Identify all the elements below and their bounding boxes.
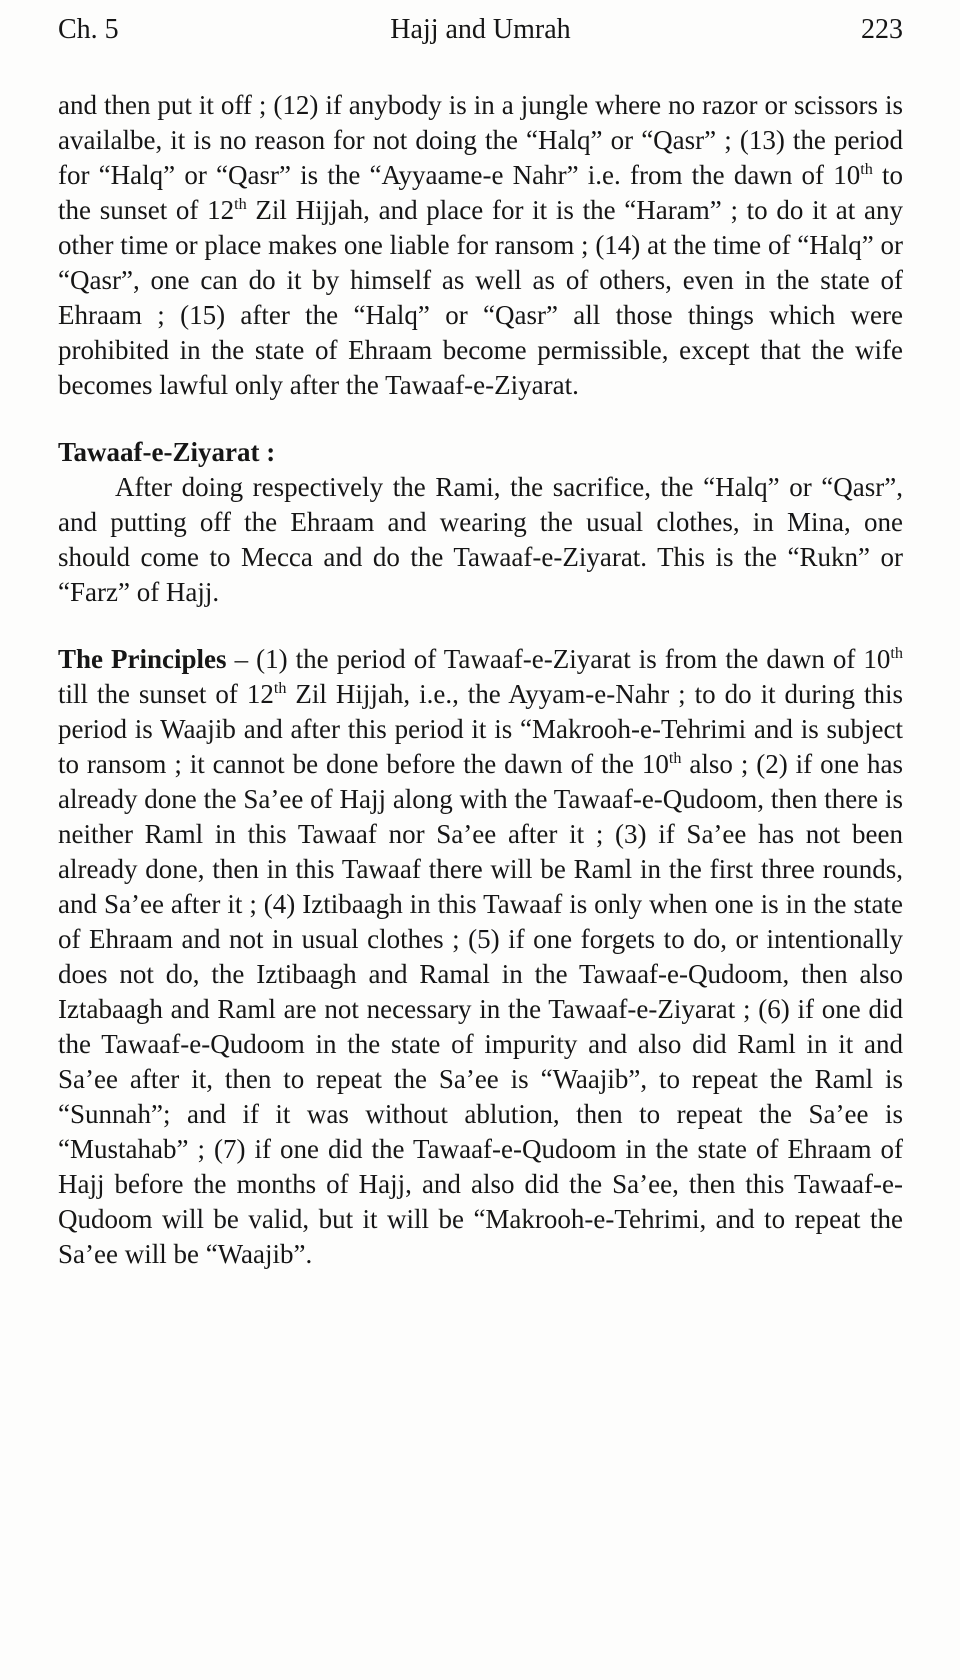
running-title: Hajj and Umrah (390, 14, 571, 45)
section-heading-tawaaf-e-ziyarat: Tawaaf-e-Ziyarat : (58, 437, 276, 467)
paragraph-the-principles: The Principles – (1) the period of Tawaaf-e-Ziyarat is from the dawn of 10th till the sunset of 12th Zil Hijjah, i.e., the Ayyam-e-Nahr ; to do it during this period is Waajib and after this period it is “Makrooh-e-Tehrimi and is subject to ransom ; it cannot be done before the dawn of the 10th also ; (2) if one has already done the Sa’ee of Hajj along with the Tawaaf-e-Qudoom, then there is neither Raml in this Tawaaf nor Sa’ee after it ; (3) if Sa’ee has not been already done, then in this Tawaaf there will be Raml in the first three rounds, and Sa’ee after it ; (4) Iztibaagh in this Tawaaf is only when one is in the state of Ehraam and not in usual clothes ; (5) if one forgets to do, or intentionally does not do, the Iztibaagh and Ramal in the Tawaaf-e-Qudoom, then also Iztabaagh and Raml are not necessary in the Tawaaf-e-Ziyarat ; (6) if one did the Tawaaf-e-Qudoom in the state of impurity and also did Raml in it and Sa’ee after it, then to repeat the Sa’ee is “Waajib”, to repeat the Raml is “Sunnah”; and if it was without ablution, then to repeat the Sa’ee is “Mustahab” ; (7) if one did the Tawaaf-e-Qudoom in the state of Ehraam of Hajj before the months of Hajj, and also did the Sa’ee, then this Tawaaf-e-Qudoom will be valid, but it will be “Makrooh-e-Tehrimi, and to repeat the Sa’ee will be “Waajib”. (58, 644, 904, 1269)
page-number: 223 (861, 14, 903, 45)
paragraph-tawaaf-description: After doing respectively the Rami, the sacrifice, the “Halq” or “Qasr”, and putting off the Ehraam and wearing the usual clothes, in Mina, one should come to Mecca and do the Tawaaf-e-Ziyarat. This is the “Rukn” or “Farz” of Hajj. (58, 472, 903, 607)
chapter-label: Ch. 5 (58, 14, 119, 45)
page-body (58, 88, 903, 1272)
paragraph-continuation: and then put it off ; (12) if anybody is in a jungle where no razor or scissors is availalbe, it is no reason for not doing the “Halq” or “Qasr” ; (13) the period for “Halq” or “Qasr” is the “Ayyaame-e Nahr” i.e. from the dawn of 10th to the sunset of 12th Zil Hijjah, and place for it is the “Haram” ; to do it at any other time or place makes one liable for ransom ; (14) at the time of “Halq” or “Qasr”, one can do it by himself as well as of others, even in the state of Ehraam ; (15) after the “Halq” or “Qasr” all those things which were prohibited in the state of Ehraam become permissible, except that the wife becomes lawful only after the Tawaaf-e-Ziyarat. (58, 90, 903, 400)
page-header (58, 12, 903, 48)
